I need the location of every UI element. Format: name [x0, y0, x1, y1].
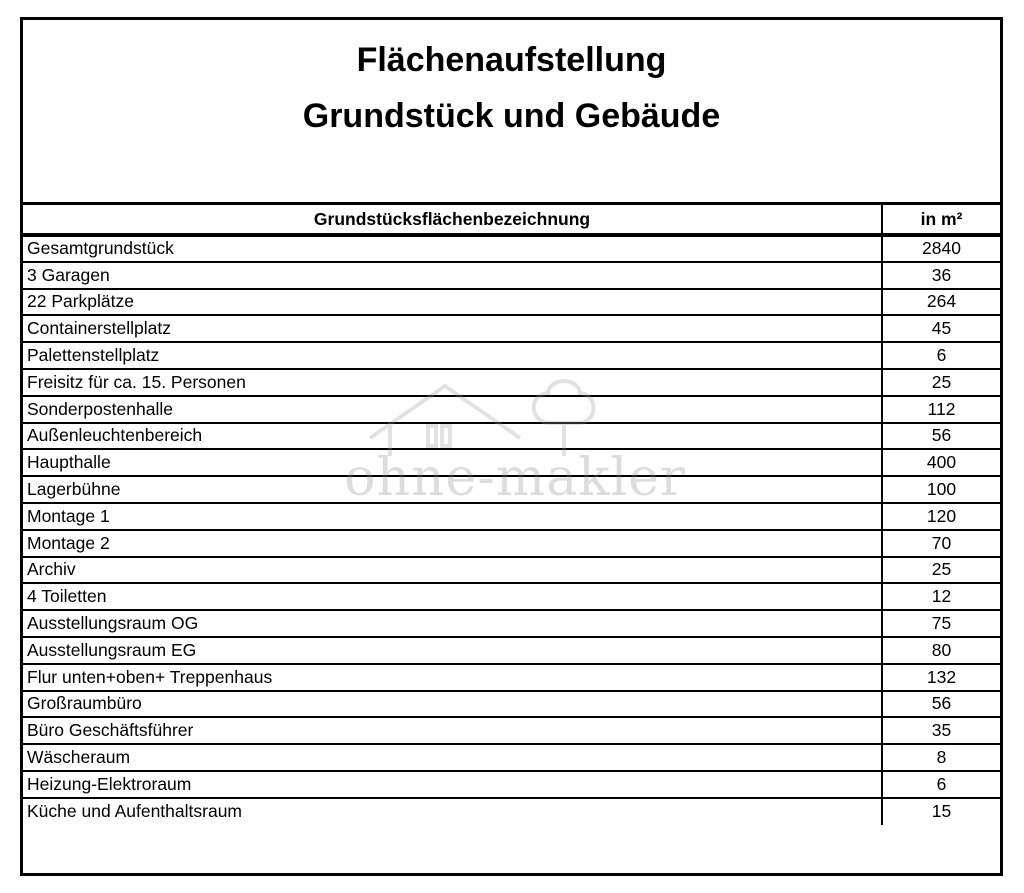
table-row	[23, 583, 1000, 610]
row-value-cell: 132	[882, 664, 1000, 691]
table-row	[23, 289, 1000, 316]
row-value-cell: 400	[882, 449, 1000, 476]
area-sheet	[20, 17, 1003, 876]
row-value-cell: 75	[882, 610, 1000, 637]
row-value-cell: 2840	[882, 235, 1000, 262]
table-row	[23, 342, 1000, 369]
row-value-cell: 56	[882, 423, 1000, 450]
table-row	[23, 369, 1000, 396]
table-row	[23, 315, 1000, 342]
table-row	[23, 717, 1000, 744]
row-name-cell: Palettenstellplatz	[23, 342, 882, 369]
row-value-cell: 8	[882, 744, 1000, 771]
row-name-cell: Containerstellplatz	[23, 315, 882, 342]
row-name-cell: Wäscheraum	[23, 744, 882, 771]
table-row	[23, 503, 1000, 530]
row-value-cell: 100	[882, 476, 1000, 503]
row-name-cell: Gesamtgrundstück	[23, 235, 882, 262]
table-row	[23, 476, 1000, 503]
table-row	[23, 530, 1000, 557]
watermark-text: ohne-makler	[344, 448, 686, 508]
title-line-1: Flächenaufstellung	[356, 41, 667, 79]
row-value-cell: 36	[882, 262, 1000, 289]
row-name-cell: Lagerbühne	[23, 476, 882, 503]
table-row	[23, 744, 1000, 771]
table-row	[23, 449, 1000, 476]
table-row	[23, 423, 1000, 450]
table-row	[23, 637, 1000, 664]
table-row	[23, 235, 1000, 262]
row-name-cell: Ausstellungsraum OG	[23, 610, 882, 637]
area-table	[23, 205, 1000, 825]
row-name-cell: Flur unten+oben+ Treppenhaus	[23, 664, 882, 691]
row-value-cell: 35	[882, 717, 1000, 744]
row-name-cell: 3 Garagen	[23, 262, 882, 289]
row-name-cell: Montage 2	[23, 530, 882, 557]
table-row	[23, 664, 1000, 691]
row-name-cell: Büro Geschäftsführer	[23, 717, 882, 744]
table-row	[23, 691, 1000, 718]
row-value-cell: 45	[882, 315, 1000, 342]
row-value-cell: 12	[882, 583, 1000, 610]
row-value-cell: 120	[882, 503, 1000, 530]
table-row	[23, 798, 1000, 825]
row-name-cell: Sonderpostenhalle	[23, 396, 882, 423]
row-value-cell: 80	[882, 637, 1000, 664]
row-name-cell: Freisitz für ca. 15. Personen	[23, 369, 882, 396]
table-row	[23, 396, 1000, 423]
table-row	[23, 262, 1000, 289]
row-name-cell: Heizung-Elektroraum	[23, 771, 882, 798]
row-name-cell: 22 Parkplätze	[23, 289, 882, 316]
row-name-cell: Archiv	[23, 557, 882, 584]
row-value-cell: 70	[882, 530, 1000, 557]
row-value-cell: 6	[882, 342, 1000, 369]
column-header-name: Grundstücksflächenbezeichnung	[23, 205, 882, 235]
table-header-row	[23, 205, 1000, 235]
title-block	[23, 20, 1000, 205]
row-value-cell: 25	[882, 369, 1000, 396]
table-row	[23, 610, 1000, 637]
row-value-cell: 56	[882, 691, 1000, 718]
row-name-cell: Küche und Aufenthaltsraum	[23, 798, 882, 825]
row-value-cell: 264	[882, 289, 1000, 316]
title-line-2: Grundstück und Gebäude	[302, 97, 721, 135]
table-row	[23, 557, 1000, 584]
row-name-cell: Montage 1	[23, 503, 882, 530]
row-value-cell: 6	[882, 771, 1000, 798]
row-name-cell: Außenleuchtenbereich	[23, 423, 882, 450]
row-value-cell: 25	[882, 557, 1000, 584]
row-name-cell: Großraumbüro	[23, 691, 882, 718]
row-value-cell: 15	[882, 798, 1000, 825]
row-name-cell: Haupthalle	[23, 449, 882, 476]
table-row	[23, 771, 1000, 798]
column-header-value: in m²	[882, 205, 1000, 235]
row-value-cell: 112	[882, 396, 1000, 423]
row-name-cell: Ausstellungsraum EG	[23, 637, 882, 664]
row-name-cell: 4 Toiletten	[23, 583, 882, 610]
